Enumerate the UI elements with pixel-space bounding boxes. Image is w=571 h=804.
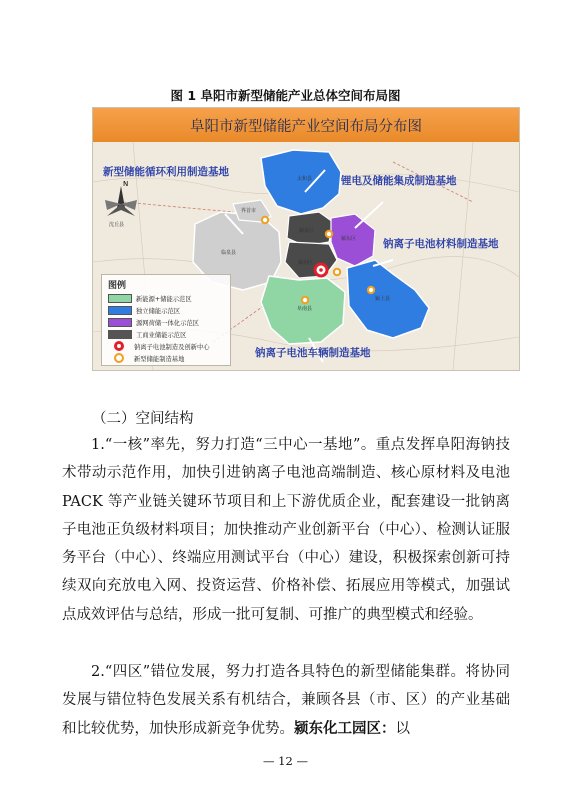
paragraph-1-body: 重点发挥阜阳海钠技术带动示范作用，加快引进钠离子电池高端制造、核心原材料及电池 PACK 等产业链关键环节项目和上下游优质企业，配套建设一批钠离子电池正负级材料项目；加快推动产业创新平台（中心）、检测认证服务平台（中心）、终端应用测试平台（中心）建设，积极探索创新可持续双向充放电入网、投资运营、价格补偿、拓展应用等模式，加强试点成效评估与总结，形成一批可复制、可推广的典型模式和经验。 [62,437,510,623]
legend-swatch [108,306,132,315]
paragraph-1-lead: 1.“一核”率先，努力打造“三中心一基地”。 [91,437,376,453]
county-label-yingquan: 颍泉区 [299,228,315,234]
county-label-shenqiu: 沈丘县 [109,222,125,228]
base-label-sodium-material: 钠离子电池材料制造基地 [383,238,499,250]
storage-base-marker-2 [326,231,332,237]
legend-marker [108,353,184,363]
map-title: 阜阳市新型储能产业空间布局分布图 [190,119,422,135]
map-figure [92,107,520,371]
base-label-sodium-vehicle: 钠离子电池车辆制造基地 [255,347,371,359]
legend-label: 新能源+储能示范区 [136,295,192,303]
legend-item [108,317,199,327]
legend-item [108,293,192,303]
legend-item [108,329,186,339]
base-label-circular: 新型储能循环利用制造基地 [103,166,229,178]
legend-label: 新型储能制造基地 [134,355,185,363]
paragraph-2-lead: 2.“四区”错位发展，努力打造各具特色的新型储能集群。 [91,664,466,680]
legend-item [108,305,180,315]
county-label-jieshou: 界首市 [241,208,257,214]
county-label-taihe: 太和县 [297,176,313,182]
legend-title: 图例 [108,281,127,291]
legend-swatch [108,330,132,339]
county-label-yingdong: 颍东区 [341,236,357,242]
base-label-lithium: 锂电及储能集成制造基地 [341,175,457,187]
figure-caption: 图 1 阜阳市新型储能产业总体空间布局图 [170,88,401,103]
paragraph-2 [62,658,510,743]
section-heading: （二）空间结构 [92,411,194,427]
north-arrow-icon [101,178,141,228]
county-label-funan: 阜南县 [297,306,313,312]
paragraph-2-end: 以 [395,720,410,737]
county-label-yingzhou: 颍州区 [298,260,314,266]
storage-base-marker-3 [334,269,340,275]
legend-swatch [108,294,132,303]
paragraph-2-body: 将协同发展与错位特色发展关系有机结合，兼顾各县（市、区）的产业基础和比较优势，加快形成新竞争优势。 [62,664,510,737]
legend-label: 源网荷储一体化示范区 [136,319,199,327]
red-ring-icon [114,341,124,351]
county-label-yingshang: 颍上县 [375,296,391,302]
paragraph-1 [62,431,510,629]
legend-marker [108,341,210,351]
storage-base-marker-5 [302,297,308,303]
page-number: — 12 — [263,754,308,768]
storage-base-marker-4 [368,287,374,293]
county-label-linquan: 临泉县 [221,250,237,256]
map-legend [101,274,231,366]
paragraph-2-tail: 颍东化工园区： [294,719,396,737]
legend-label: 钠离子电池制造及创新中心 [134,343,210,351]
legend-label: 独立储能示范区 [136,307,181,315]
storage-base-marker-1 [262,217,268,223]
legend-label: 工商业储能示范区 [136,331,187,339]
legend-swatch [108,318,132,327]
north-label: N [123,180,129,188]
orange-ring-icon [114,353,124,363]
